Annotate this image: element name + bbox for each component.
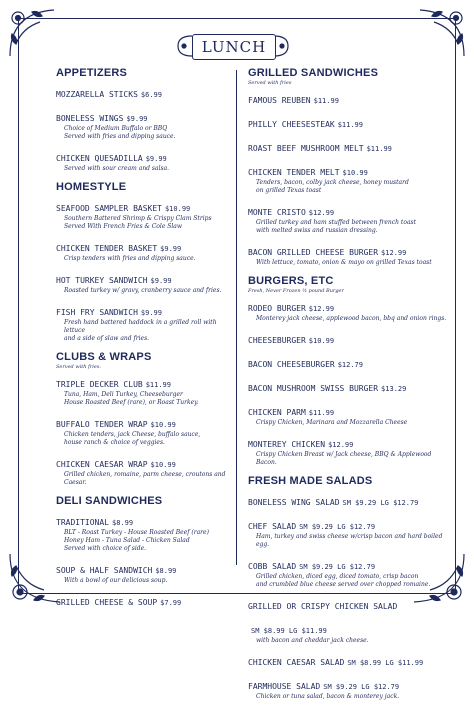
item-description: Ham, turkey and swiss cheese w/crisp bacon and hard boiled egg.	[256, 533, 443, 548]
item-price: $12.99	[381, 249, 407, 257]
item-name: TRADITIONAL	[56, 518, 109, 527]
item-row	[56, 146, 232, 165]
item-name: CHICKEN TENDER MELT	[248, 168, 340, 177]
item-description: Tuna, Ham, Deli Turkey, Cheeseburger	[64, 391, 183, 398]
item-row	[248, 112, 448, 131]
menu-item	[248, 594, 448, 613]
menu-item	[56, 558, 232, 585]
item-row	[248, 376, 448, 395]
item-name: SEAFOOD SAMPLER BASKET	[56, 204, 162, 213]
item-description: Roasted turkey w/ gravy, cranberry sauce and fries.	[64, 287, 222, 294]
item-name: BONELESS WINGS	[56, 114, 124, 123]
item-row	[248, 618, 448, 637]
menu-item	[248, 376, 448, 395]
item-description: Crispy Chicken, Marinara and Mozzarella Cheese	[256, 419, 408, 426]
menu-section	[248, 275, 448, 467]
menu-item	[56, 196, 232, 231]
item-price: SM $9.29 LG $12.79	[299, 523, 376, 531]
item-description: Grilled chicken, romaine, parm cheese, croutons and Caesar.	[64, 471, 226, 486]
item-description: and crumbled blue cheese served over chopped romaine.	[256, 581, 431, 588]
item-name: SOUP & HALF SANDWICH	[56, 566, 153, 575]
item-name: CHEESEBURGER	[248, 336, 306, 345]
item-description: Served With French Fries & Cole Slaw	[64, 223, 183, 230]
item-price: $13.29	[381, 385, 407, 393]
item-row	[56, 558, 232, 577]
item-row	[248, 240, 448, 259]
item-name: BACON MUSHROOM SWISS BURGER	[248, 384, 379, 393]
item-row	[248, 594, 448, 613]
menu-item	[56, 300, 232, 343]
menu-item	[248, 160, 448, 195]
item-description: Honey Ham - Tuna Salad - Chicken Salad	[64, 537, 190, 544]
item-name: BONELESS WING SALAD	[248, 498, 340, 507]
item-description: Grilled chicken, diced egg, diced tomato, crisp bacon	[256, 573, 419, 580]
item-description: house ranch & choice of veggies.	[64, 439, 165, 446]
section-title: APPETIZERS	[56, 67, 128, 79]
item-description: Grilled turkey and ham stuffed between french toast	[256, 219, 417, 226]
item-row	[248, 514, 448, 533]
section-title: BURGERS, ETC	[248, 275, 334, 287]
item-description: Crispy Chicken Breast w/ Jack cheese, BBQ & Applewood Bacon.	[256, 451, 432, 466]
item-description: with melted swiss and russian dressing.	[256, 227, 378, 234]
item-row	[248, 352, 448, 371]
menu-item	[248, 650, 448, 669]
item-price: SM $9.29 LG $12.79	[342, 499, 419, 507]
item-name: HOT TURKEY SANDWICH	[56, 276, 148, 285]
section-note: Fresh, Never Frozen ½ pound Burger	[248, 288, 344, 294]
flourish-top-left-icon	[4, 4, 62, 62]
item-description: on grilled Texas toast	[256, 187, 322, 194]
item-price: $9.99	[150, 277, 172, 285]
item-description: Tenders, bacon, colby jack cheese, honey mustard	[256, 179, 409, 186]
menu-item	[248, 352, 448, 371]
section-title: FRESH MADE SALADS	[248, 475, 373, 487]
item-row	[248, 88, 448, 107]
right-menu-column	[248, 67, 448, 709]
item-price: $12.99	[308, 305, 335, 313]
item-name: CHICKEN TENDER BASKET	[56, 244, 158, 253]
item-price: $9.99	[145, 155, 167, 163]
item-description: Served with sour cream and salsa.	[64, 165, 170, 172]
item-price: $9.99	[126, 115, 148, 123]
menu-item	[248, 200, 448, 235]
item-name: CHICKEN CAESAR WRAP	[56, 460, 148, 469]
flourish-top-right-icon	[412, 4, 470, 62]
item-name: CHICKEN CAESAR SALAD	[248, 658, 345, 667]
menu-item	[56, 236, 232, 263]
item-name: BACON CHEESEBURGER	[248, 360, 335, 369]
item-row	[248, 490, 448, 509]
item-name: COBB SALAD	[248, 562, 297, 571]
menu-section	[56, 181, 232, 343]
item-row	[248, 160, 448, 179]
item-price: $10.99	[308, 337, 335, 345]
item-price: $11.99	[313, 97, 339, 105]
item-price: SM $8.99 LG $11.99	[347, 659, 424, 667]
menu-section	[248, 67, 448, 267]
item-description: With lettuce, tomato, onion & mayo on grilled Texas toast	[256, 259, 432, 266]
item-name: FISH FRY SANDWICH	[56, 308, 138, 317]
item-row	[248, 200, 448, 219]
item-name: GRILLED CHEESE & SOUP	[56, 598, 158, 607]
item-name: CHEF SALAD	[248, 522, 297, 531]
menu-item	[56, 106, 232, 141]
item-name: RODEO BURGER	[248, 304, 306, 313]
menu-item	[56, 590, 232, 609]
item-name: MONTEREY CHICKEN	[248, 440, 326, 449]
item-description: Monterey jack cheese, applewood bacon, bbq and onion rings.	[256, 315, 447, 322]
item-row	[248, 432, 448, 451]
item-row	[248, 136, 448, 155]
item-row	[56, 268, 232, 287]
item-price: $10.99	[150, 421, 176, 429]
item-name: GRILLED OR CRISPY CHICKEN SALAD	[248, 602, 398, 611]
item-price: $8.99	[111, 519, 134, 527]
item-description: Chicken tenders, jack Cheese, buffalo sauce,	[64, 431, 201, 438]
item-name: BUFFALO TENDER WRAP	[56, 420, 148, 429]
item-price: $11.99	[145, 381, 171, 389]
item-price: $9.99	[160, 245, 182, 253]
item-price: $10.99	[164, 205, 191, 213]
item-description: Choice of Medium Buffalo or BBQ	[64, 125, 168, 132]
menu-item	[248, 618, 448, 645]
column-divider	[236, 70, 237, 565]
menu-item	[248, 112, 448, 131]
section-title: DELI SANDWICHES	[56, 495, 163, 507]
menu-item	[248, 136, 448, 155]
menu-item	[56, 82, 232, 101]
item-price: SM $9.29 LG $12.79	[299, 563, 376, 571]
menu-item	[248, 296, 448, 323]
menu-item	[56, 268, 232, 295]
menu-item	[56, 510, 232, 553]
item-price: $11.99	[366, 145, 392, 153]
item-row	[56, 412, 232, 431]
page-title: LUNCH	[192, 34, 276, 60]
item-name: MONTE CRISTO	[248, 208, 306, 217]
item-row	[56, 300, 232, 319]
item-description: Southern Battered Shrimp & Crispy Clam Strips	[64, 215, 212, 222]
section-note: Served with fries.	[56, 364, 101, 370]
item-row	[56, 106, 232, 125]
item-price: $11.99	[337, 121, 363, 129]
menu-section	[56, 351, 232, 487]
menu-item	[248, 328, 448, 347]
menu-item	[248, 490, 448, 509]
item-name: CHICKEN PARM	[248, 408, 306, 417]
section-title: CLUBS & WRAPS	[56, 351, 152, 363]
item-name: CHICKEN QUESADILLA	[56, 154, 143, 163]
item-row	[248, 650, 448, 669]
item-name: BACON GRILLED CHEESE BURGER	[248, 248, 379, 257]
item-row	[56, 590, 232, 609]
item-description: and a side of slaw and fries.	[64, 335, 150, 342]
left-menu-column	[56, 67, 232, 617]
item-description: With a bowl of our delicious soup.	[64, 577, 168, 584]
item-name: FARMHOUSE SALAD	[248, 682, 321, 691]
item-row	[56, 510, 232, 529]
item-row	[56, 452, 232, 471]
item-row	[248, 674, 448, 693]
item-row	[56, 372, 232, 391]
item-description: Served with choice of side.	[64, 545, 147, 552]
item-row	[56, 196, 232, 215]
menu-section	[56, 495, 232, 609]
menu-item	[248, 674, 448, 701]
item-row	[56, 82, 232, 101]
menu-item	[248, 514, 448, 549]
item-price: SM $8.99 LG $11.99	[251, 627, 327, 635]
item-name: TRIPLE DECKER CLUB	[56, 380, 143, 389]
item-name: PHILLY CHEESESTEAK	[248, 120, 335, 129]
item-price: $10.99	[150, 461, 176, 469]
menu-item	[56, 412, 232, 447]
section-note: Served with fries	[248, 80, 292, 86]
item-row	[248, 554, 448, 573]
item-price: $7.99	[160, 599, 182, 607]
item-description: Chicken or tuna salad, bacon & monterey jack.	[256, 693, 400, 700]
menu-item	[56, 452, 232, 487]
section-title: HOMESTYLE	[56, 181, 127, 193]
menu-item	[248, 400, 448, 427]
item-row	[248, 296, 448, 315]
menu-item	[248, 240, 448, 267]
item-name: MOZZARELLA STICKS	[56, 90, 138, 99]
item-price: $11.99	[308, 409, 335, 417]
item-price: $9.99	[140, 309, 162, 317]
item-name: FAMOUS REUBEN	[248, 96, 311, 105]
item-price: $12.99	[308, 209, 335, 217]
item-row	[248, 400, 448, 419]
menu-section	[248, 475, 448, 701]
item-price: $12.99	[328, 441, 354, 449]
item-name: ROAST BEEF MUSHROOM MELT	[248, 144, 364, 153]
item-price: $12.79	[337, 361, 363, 369]
menu-item	[248, 88, 448, 107]
menu-item	[56, 372, 232, 407]
item-price: $6.99	[140, 91, 162, 99]
menu-section	[56, 67, 232, 173]
menu-item	[248, 554, 448, 589]
item-description: Fresh hand battered haddock in a grilled roll with lettuce	[64, 319, 217, 334]
item-price: SM $9.29 LG $12.79	[323, 683, 400, 691]
menu-item	[56, 146, 232, 173]
item-price: $8.99	[155, 567, 177, 575]
item-description: BLT - Roast Turkey - House Roasted Beef (rare)	[64, 529, 209, 536]
item-description: Served with fries and dipping sauce.	[64, 133, 176, 140]
item-description: House Roasted Beef (rare), or Roast Turkey.	[64, 399, 199, 406]
item-row	[56, 236, 232, 255]
item-description: Crisp tenders with fries and dipping sauce.	[64, 255, 196, 262]
menu-item	[248, 432, 448, 467]
item-description: with bacon and cheddar jack cheese.	[256, 637, 369, 644]
item-row	[248, 328, 448, 347]
section-title: GRILLED SANDWICHES	[248, 67, 379, 79]
item-price: $10.99	[342, 169, 368, 177]
